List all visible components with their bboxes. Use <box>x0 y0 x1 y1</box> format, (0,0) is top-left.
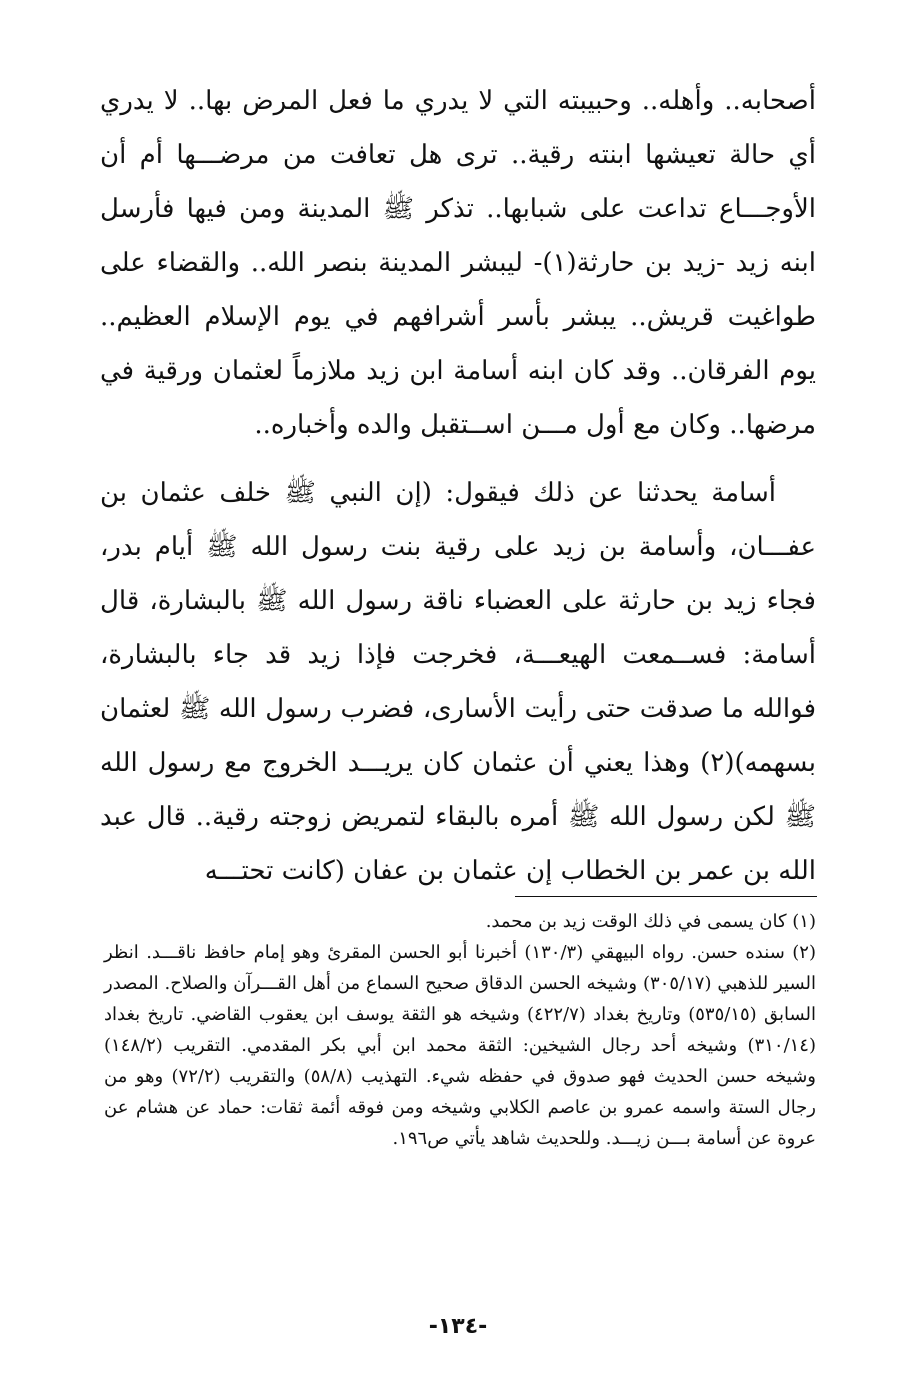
page-number: -١٣٤- <box>428 1314 488 1339</box>
footnote-divider <box>515 896 817 897</box>
footnotes <box>104 906 816 1154</box>
footnote-2: (٢) سنده حسن. رواه البيهقي (١٣٠/٣) أخبرنا أبو الحسن المقرئ وهو إمام حافظ ناقـــد. انظر السير للذهبي (٣٠٥/١٧) وشيخه الحسن الدقاق صحيح السماع من أهل القـــرآن والصلاح. المصدر السابق (٥٣٥/١٥) وتاريخ بغداد (٤٢٢/٧) وشيخه هو الثقة يوسف ابن يعقوب القاضي. تاريخ بغداد (٣١٠/١٤) وشيخه أحد رجال الشيخين: الثقة محمد ابن أبي بكر المقدمي. التقريب (١٤٨/٢) وشيخه حسن الحديث فهو صدوق في حفظه شيء. التهذيب (٥٨/٨) والتقريب (٧٢/٢) وهو من رجال الستة واسمه عمرو بن عاصم الكلابي وشيخه ومن فوقه أئمة ثقات: حماد عن هشام عن عروة عن أسامة بـــن زيـــد. وللحديث شاهد يأتي ص١٩٦. <box>104 942 816 1149</box>
paragraph: أسامة يحدثنا عن ذلك فيقول: (إن النبي ﷺ خلف عثمان بن عفـــان، وأسامة بن زيد على رقية بنت رسول الله ﷺ أيام بدر، فجاء زيد بن حارثة على العضباء ناقة رسول الله ﷺ بالبشارة، قال أسامة: فســمعت الهيعـــة، فخرجت فإذا زيد قد جاء بالبشارة، فوالله ما صدقت حتى رأيت الأسارى، فضرب رسول الله ﷺ لعثمان بسهمه)(٢) وهذا يعني أن عثمان كان يريـــد الخروج مع رسول الله ﷺ لكن رسول الله ﷺ أمره بالبقاء لتمريض زوجته رقية.. قال عبد الله بن عمر بن الخطاب إن عثمان بن عفان (كانت تحتـــه <box>100 478 816 886</box>
main-text <box>100 74 816 898</box>
footnote-1: (١) كان يسمى في ذلك الوقت زيد بن محمد. <box>485 911 816 932</box>
paragraph: أصحابه.. وأهله.. وحبيبته التي لا يدري ما فعل المرض بها.. لا يدري أي حالة تعيشها ابنته رقية.. ترى هل تعافت من مرضـــها أم أن الأوجـــاع تداعت على شبابها.. تذكر ﷺ المدينة ومن فيها فأرسل ابنه زيد -زيد بن حارثة(١)- ليبشر المدينة بنصر الله.. والقضاء على طواغيت قريش.. يبشر بأسر أشرافهم في يوم الإسلام العظيم.. يوم الفرقان.. وقد كان ابنه أسامة ابن زيد ملازماً لعثمان ورقية في مرضها.. وكان مع أول مـــن اســتقبل والده وأخباره.. <box>100 86 816 440</box>
